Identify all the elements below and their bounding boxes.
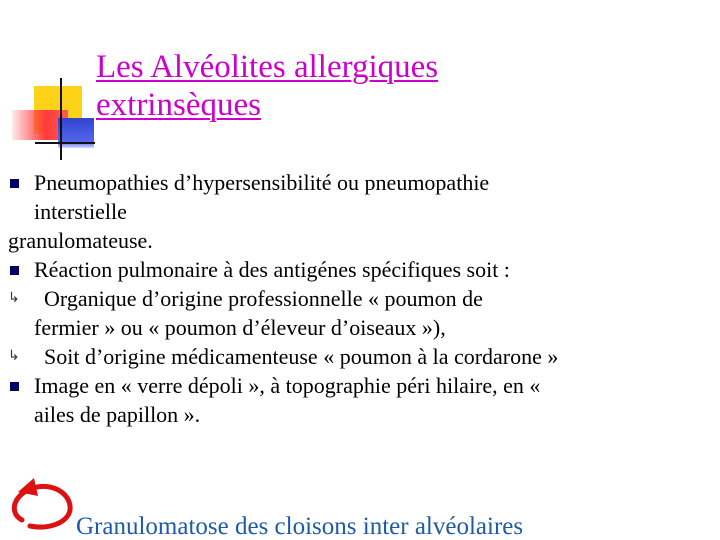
continuation-line xyxy=(8,313,708,342)
bullet-text: Image en « verre dépoli », à topographie péri hilaire, en « xyxy=(34,373,541,398)
bullet-text: fermier » ou « poumon d’éleveur d’oiseaux »), xyxy=(34,315,446,340)
bullet-text: interstielle xyxy=(34,199,127,224)
bullet-text: Soit d’origine médicamenteuse « poumon à la cordarone » xyxy=(44,344,559,369)
arrow-bullet-icon: ↳ xyxy=(8,348,20,364)
bullet-text: Organique d’origine professionnelle « poumon de xyxy=(44,286,483,311)
slide-title xyxy=(96,48,616,124)
sub-bullet-item-1 xyxy=(8,284,708,313)
decorative-logo-icon xyxy=(0,0,100,170)
square-bullet-icon xyxy=(10,266,19,275)
slide-body xyxy=(8,168,708,429)
square-bullet-icon xyxy=(10,179,19,188)
curved-arrow-icon xyxy=(0,462,80,532)
bullet-text: granulomateuse. xyxy=(8,228,153,253)
title-line-1: Les Alvéolites allergiques xyxy=(96,49,439,85)
bullet-text: ailes de papillon ». xyxy=(34,402,201,427)
continuation-line xyxy=(8,197,708,226)
bullet-text: Pneumopathies d’hypersensibilité ou pneumopathie xyxy=(34,170,490,195)
bullet-item-3 xyxy=(8,371,708,400)
bullet-item-2 xyxy=(8,255,708,284)
continuation-line xyxy=(8,226,708,255)
bullet-text: Réaction pulmonaire à des antigénes spécifiques soit : xyxy=(34,257,510,282)
title-line-2: extrinsèques xyxy=(96,87,261,123)
square-bullet-icon xyxy=(10,382,19,391)
bullet-item-1 xyxy=(8,168,708,197)
arrow-bullet-icon: ↳ xyxy=(8,290,20,306)
vertical-line xyxy=(60,78,62,160)
sub-bullet-item-2 xyxy=(8,342,708,371)
footer-caption: Granulomatose des cloisons inter alvéolaires xyxy=(76,513,524,540)
horizontal-line xyxy=(35,142,95,144)
continuation-line xyxy=(8,400,708,429)
